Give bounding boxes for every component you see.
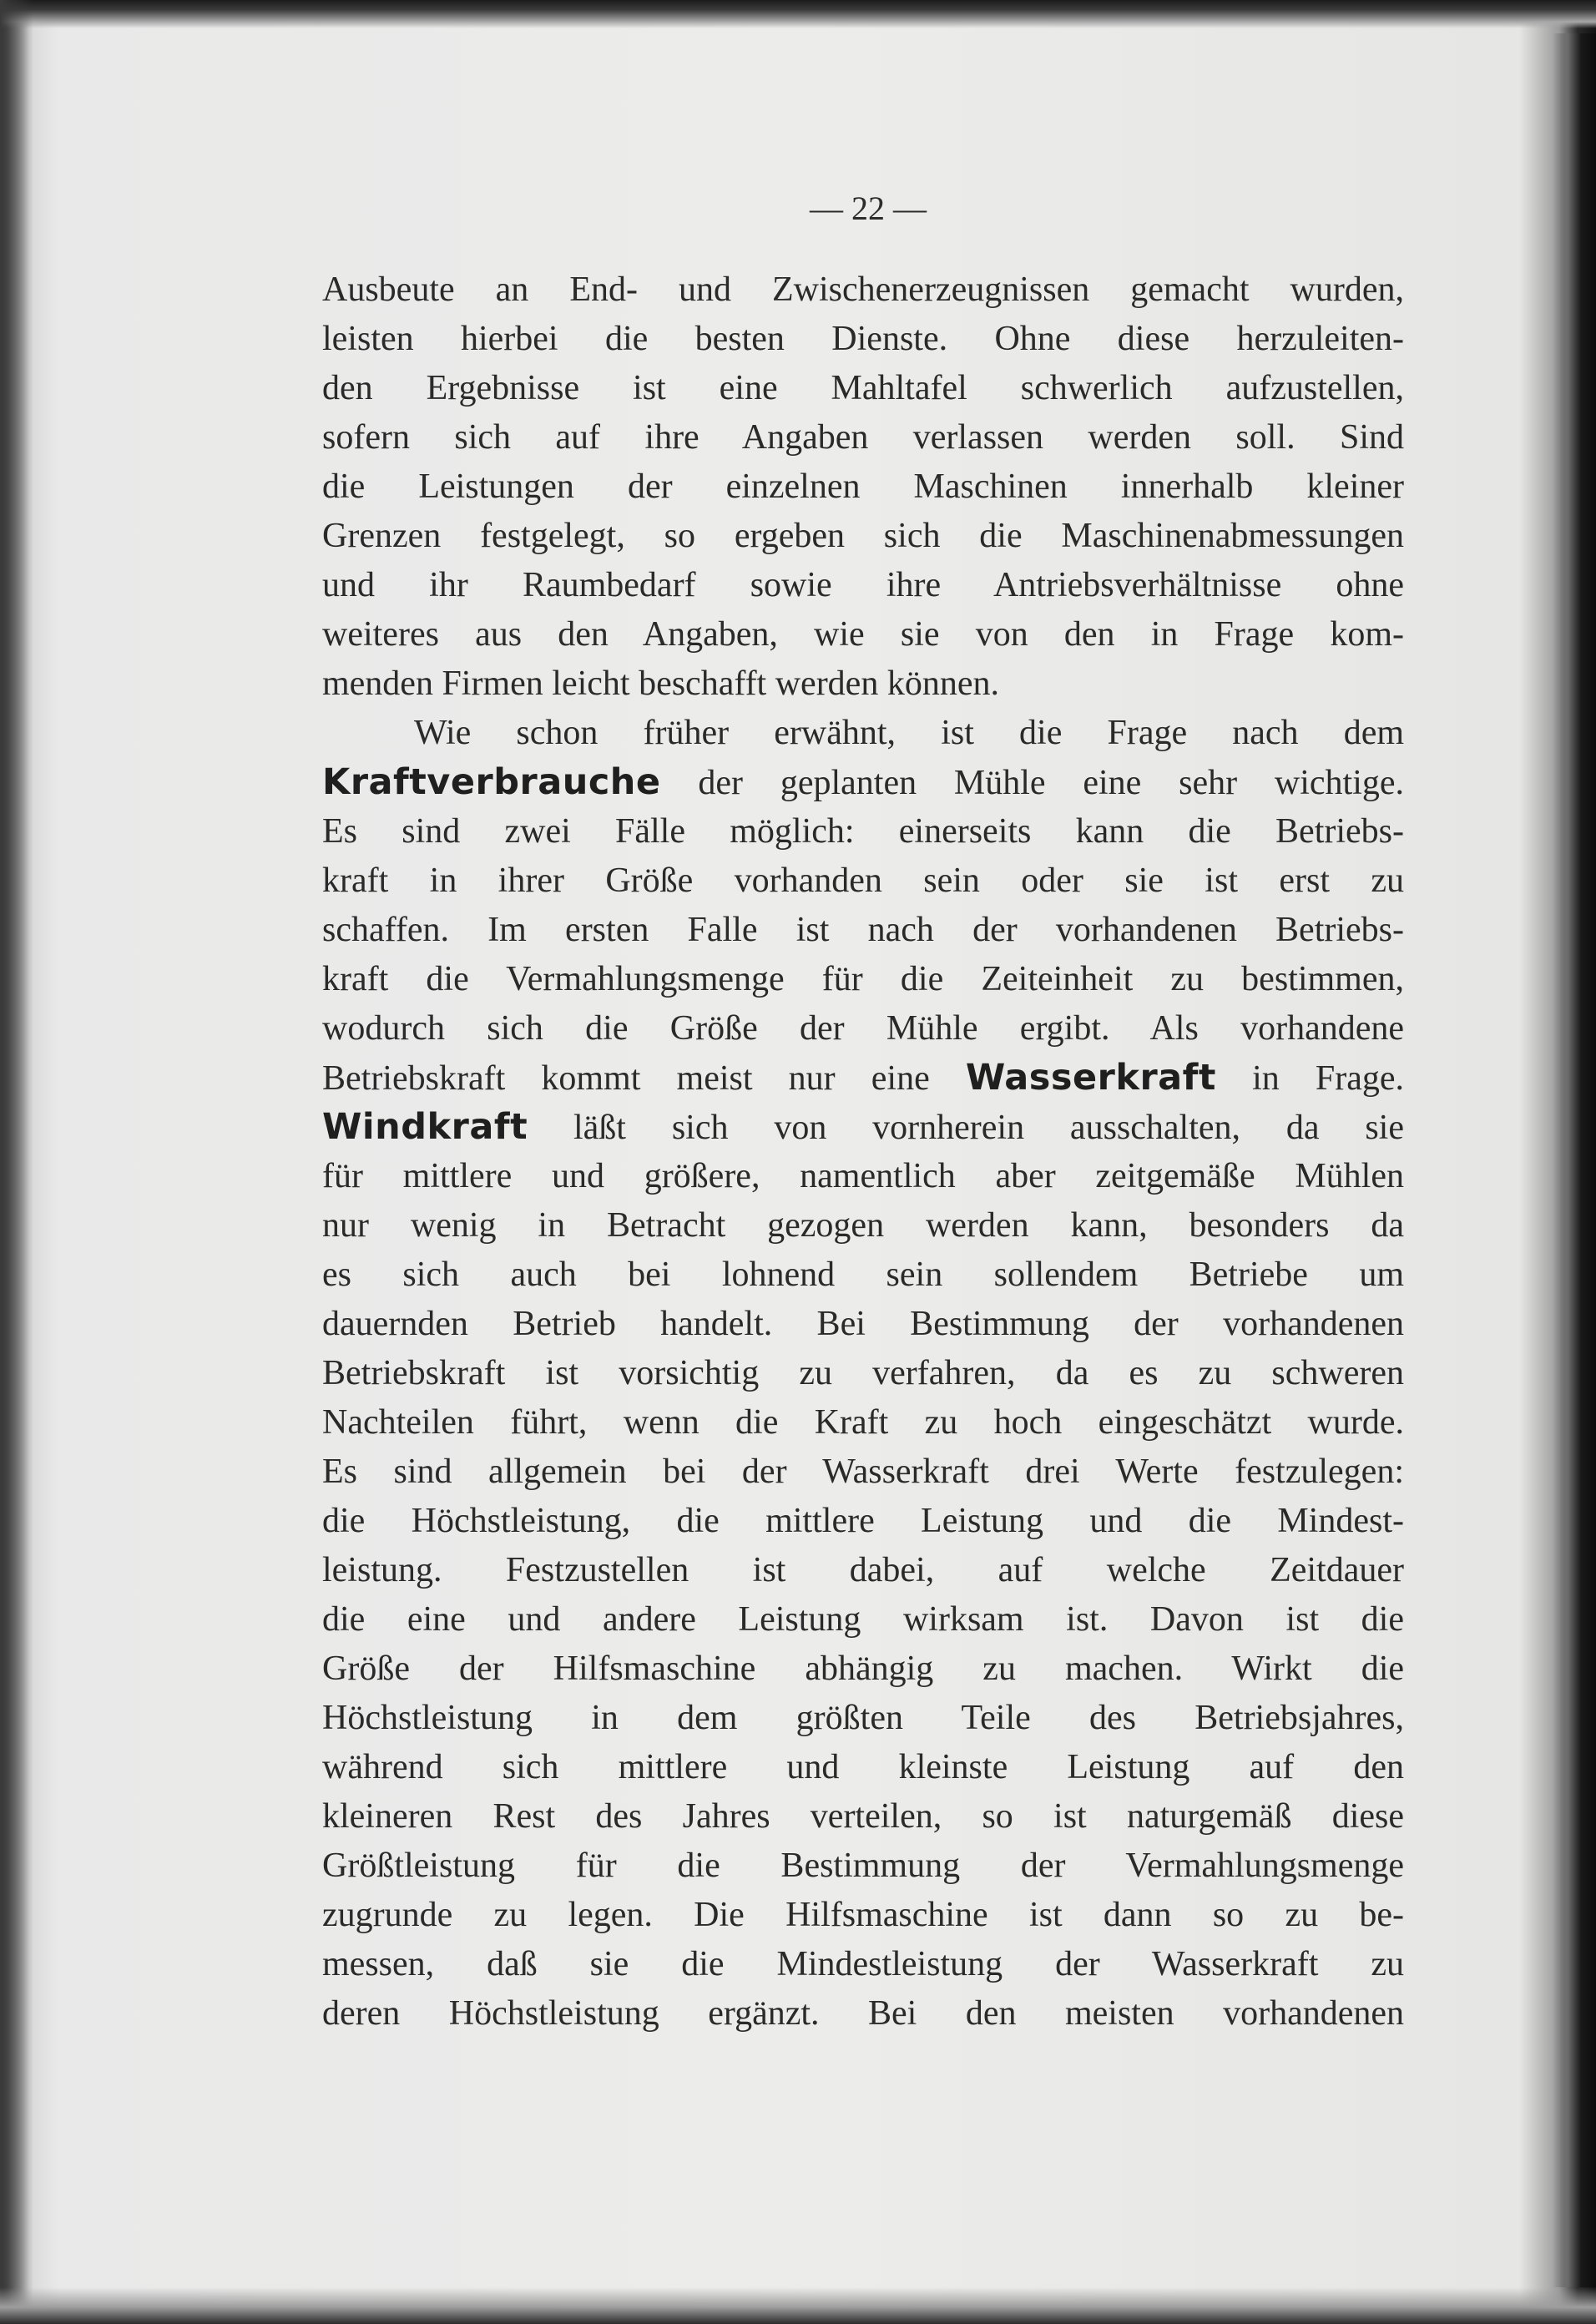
book-binding-edge: [1553, 33, 1596, 2287]
text-line-12: Es sind zwei Fälle möglich: einerseits kann die Betriebs-: [322, 812, 1404, 851]
text-line-34: zugrunde zu legen. Die Hilfsmaschine ist dann so zu be-: [322, 1896, 1404, 1934]
emphasis-wasserkraft: Wasserkraft: [965, 1057, 1216, 1099]
text-line-35: messen, daß sie die Mindestleistung der Wasserkraft zu: [322, 1945, 1404, 1983]
page-bottom-edge: [0, 2287, 1596, 2324]
text-line-13: kraft in ihrer Größe vorhanden sein oder sie ist erst zu: [322, 861, 1404, 900]
text-line-1: Ausbeute an End- und Zwischenerzeugnissen gemacht wurden,: [322, 270, 1404, 309]
text-line-11-after: der geplanten Mühle eine sehr wichtige.: [660, 764, 1404, 802]
text-line-10: Wie schon früher erwähnt, ist die Frage nach dem: [414, 714, 1404, 752]
text-line-30: Höchstleistung in dem größten Teile des Betriebsjahres,: [322, 1699, 1404, 1737]
text-line-9: menden Firmen leicht beschafft werden können.: [322, 664, 999, 703]
text-line-31: während sich mittlere und kleinste Leistung auf den: [322, 1748, 1404, 1786]
text-line-17-after: in Frage.: [1215, 1059, 1405, 1098]
text-line-15: kraft die Vermahlungsmenge für die Zeiteinheit zu bestimmen,: [322, 960, 1404, 998]
text-line-18: [322, 1103, 1404, 1152]
text-line-11: [322, 758, 1404, 807]
text-line-22: dauernden Betrieb handelt. Bei Bestimmung der vorhandenen: [322, 1305, 1404, 1343]
text-line-21: es sich auch bei lohnend sein sollendem Betriebe um: [322, 1255, 1404, 1294]
text-line-36: deren Höchstleistung ergänzt. Bei den meisten vorhandenen: [322, 1994, 1404, 2033]
text-line-25: Es sind allgemein bei der Wasserkraft drei Werte festzulegen:: [322, 1452, 1404, 1491]
text-line-32: kleineren Rest des Jahres verteilen, so ist naturgemäß diese: [322, 1797, 1404, 1836]
text-line-2: leisten hierbei die besten Dienste. Ohne diese herzuleiten-: [322, 320, 1404, 358]
emphasis-windkraft: Windkraft: [322, 1106, 528, 1148]
text-line-18-after: läßt sich von vornherein ausschalten, da sie: [528, 1109, 1404, 1147]
text-line-8: weiteres aus den Angaben, wie sie von den in Frage kom-: [322, 615, 1404, 654]
text-line-7: und ihr Raumbedarf sowie ihre Antriebsverhältnisse ohne: [322, 566, 1404, 604]
text-line-17: [322, 1053, 1404, 1103]
page-left-edge: [0, 0, 33, 2324]
text-line-28: die eine und andere Leistung wirksam ist. Davon ist die: [322, 1600, 1404, 1639]
text-line-27: leistung. Festzustellen ist dabei, auf welche Zeitdauer: [322, 1551, 1404, 1589]
body-text: [322, 265, 1404, 2039]
text-line-24: Nachteilen führt, wenn die Kraft zu hoch eingeschätzt wurde.: [322, 1403, 1404, 1442]
page-number: — 22 —: [810, 189, 927, 227]
text-line-29: Größe der Hilfsmaschine abhängig zu machen. Wirkt die: [322, 1650, 1404, 1688]
text-line-3: den Ergebnisse ist eine Mahltafel schwerlich aufzustellen,: [322, 369, 1404, 407]
text-line-6: Grenzen festgelegt, so ergeben sich die Maschinenabmessungen: [322, 517, 1404, 555]
text-line-5: die Leistungen der einzelnen Maschinen innerhalb kleiner: [322, 467, 1404, 506]
text-line-19: für mittlere und größere, namentlich aber zeitgemäße Mühlen: [322, 1157, 1404, 1195]
text-line-26: die Höchstleistung, die mittlere Leistung und die Mindest-: [322, 1502, 1404, 1540]
emphasis-kraftverbrauche: Kraftverbrauche: [322, 761, 661, 803]
text-line-33: Größtleistung für die Bestimmung der Vermahlungsmenge: [322, 1847, 1404, 1885]
text-line-16: wodurch sich die Größe der Mühle ergibt. Als vorhandene: [322, 1009, 1404, 1048]
text-line-4: sofern sich auf ihre Angaben verlassen werden soll. Sind: [322, 418, 1404, 457]
text-line-20: nur wenig in Betracht gezogen werden kann, besonders da: [322, 1206, 1404, 1245]
text-line-14: schaffen. Im ersten Falle ist nach der vorhandenen Betriebs-: [322, 911, 1404, 949]
text-line-17-before: Betriebskraft kommt meist nur eine: [322, 1059, 966, 1098]
page-top-edge: [0, 0, 1596, 28]
text-line-23: Betriebskraft ist vorsichtig zu verfahren, da es zu schweren: [322, 1354, 1404, 1392]
